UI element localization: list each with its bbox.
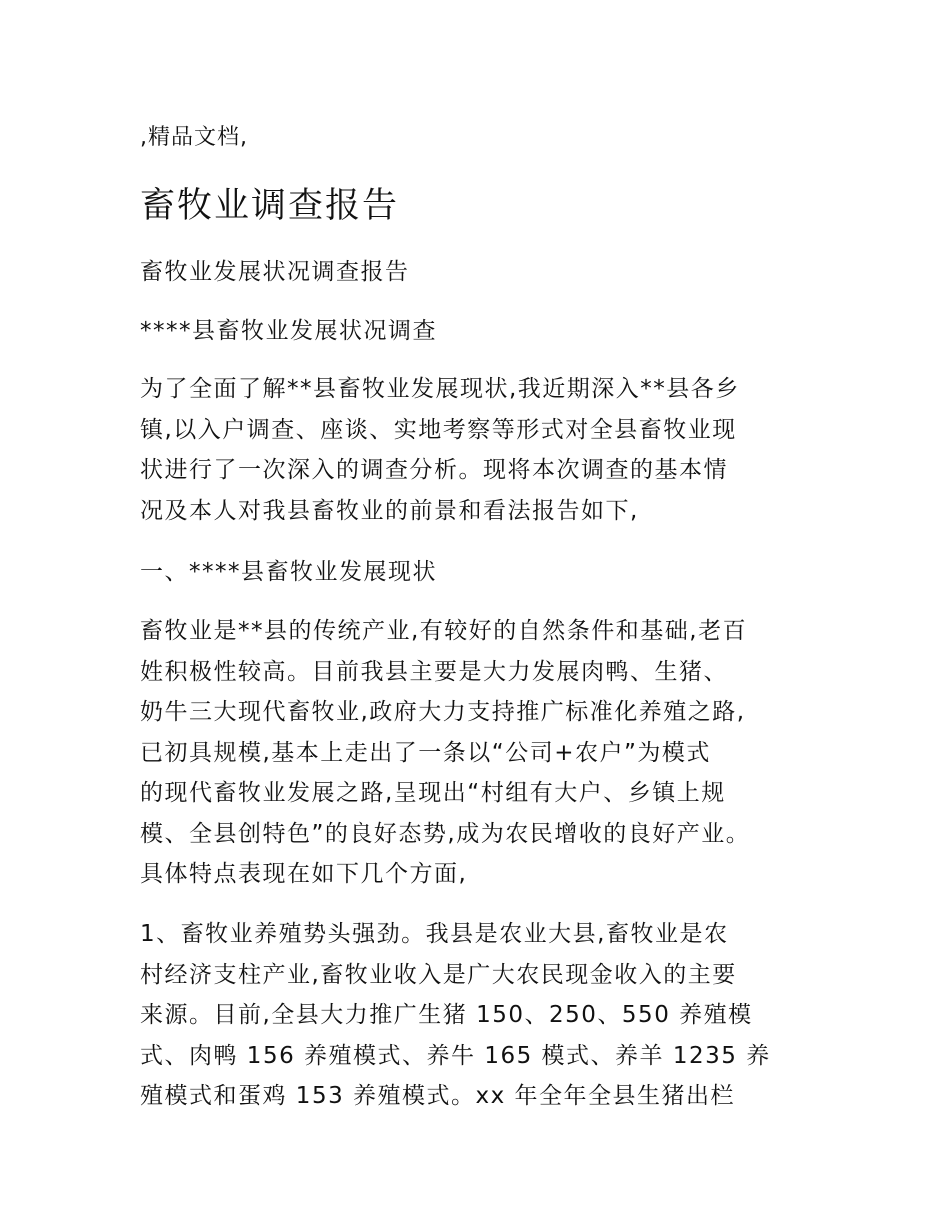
paragraph-line: 具体特点表现在如下几个方面, [140, 861, 468, 887]
section-heading: ****县畜牧业发展状况调查 [140, 318, 437, 344]
paragraph-line: 1、畜牧业养殖势头强劲。我县是农业大县,畜牧业是农 [140, 921, 729, 947]
header-note: ,精品文档, [140, 125, 248, 150]
section-one-heading: 一、****县畜牧业发展现状 [140, 559, 437, 585]
document-title: 畜牧业调查报告 [140, 186, 400, 226]
paragraph-line: 为了全面了解**县畜牧业发展现状,我近期深入**县各乡 [140, 376, 740, 402]
point-one-paragraph [140, 914, 820, 1117]
paragraph-line: 式、肉鸭 156 养殖模式、养牛 165 模式、养羊 1235 养 [140, 1042, 771, 1069]
paragraph-line: 模、全县创特色”的良好态势,成为农民增收的良好产业。 [140, 820, 751, 847]
document-subtitle: 畜牧业发展状况调查报告 [140, 259, 410, 285]
paragraph-line: 镇,以入户调查、座谈、实地考察等形式对全县畜牧业现 [140, 416, 737, 443]
paragraph-line: 状进行了一次深入的调查分析。现将本次调查的基本情 [140, 457, 728, 483]
paragraph-line: 况及本人对我县畜牧业的前景和看法报告如下, [140, 497, 639, 524]
paragraph-line: 殖模式和蛋鸡 153 养殖模式。xx 年全年全县生猪出栏 [140, 1083, 736, 1109]
paragraph-line: 已初具规模,基本上走出了一条以“公司+农户”为模式 [140, 739, 711, 766]
paragraph-line: 姓积极性较高。目前我县主要是大力发展肉鸭、生猪、 [140, 658, 728, 685]
paragraph-line: 村经济支柱产业,畜牧业收入是广大农民现金收入的主要 [140, 961, 737, 988]
section-one-paragraph [140, 611, 820, 895]
paragraph-line: 来源。目前,全县大力推广生猪 150、250、550 养殖模 [140, 1002, 753, 1028]
paragraph-line: 的现代畜牧业发展之路,呈现出“村组有大户、乡镇上规 [140, 780, 726, 806]
paragraph-line: 奶牛三大现代畜牧业,政府大力支持推广标准化养殖之路, [140, 699, 746, 725]
paragraph-line: 畜牧业是**县的传统产业,有较好的自然条件和基础,老百 [140, 618, 748, 644]
intro-paragraph [140, 369, 820, 531]
